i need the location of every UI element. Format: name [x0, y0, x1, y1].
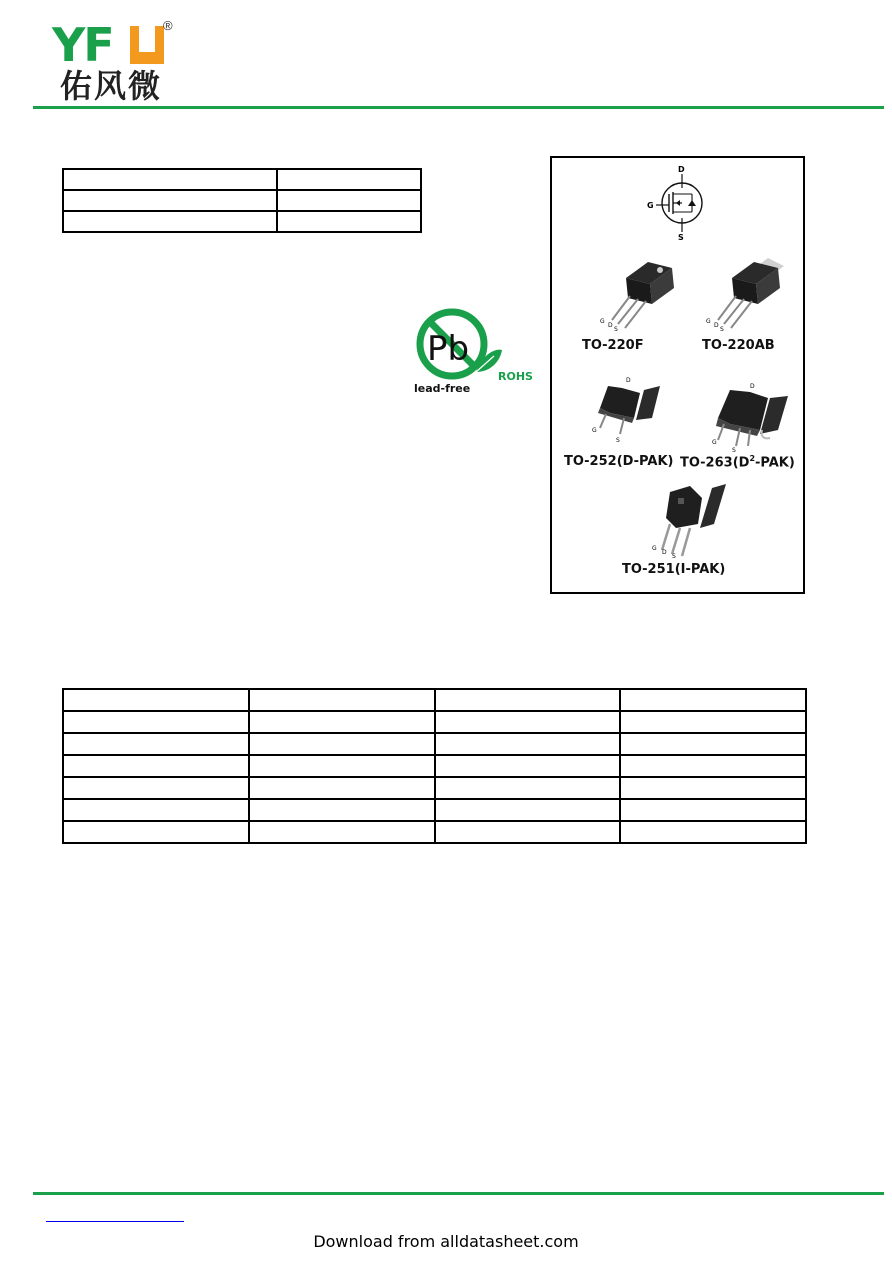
logo-u-mark: [130, 26, 164, 64]
lead-free-label: lead-free: [414, 382, 471, 395]
registered-mark: ®: [163, 18, 173, 33]
ratings-table: [62, 688, 807, 844]
to-220f-package-icon: [600, 262, 674, 333]
svg-text:G: G: [600, 318, 605, 325]
package-label-to-252: TO-252(D-PAK): [564, 454, 674, 469]
to-251-package-icon: [652, 484, 726, 560]
table-row: [63, 169, 421, 190]
svg-text:D: D: [662, 549, 667, 556]
rohs-label: ROHS: [498, 370, 533, 383]
package-label-to-220ab: TO-220AB: [702, 338, 775, 353]
pb-symbol: Pb: [427, 329, 470, 369]
key-parameters-table: [62, 168, 422, 233]
table-row: [63, 733, 806, 755]
svg-text:S: S: [678, 233, 684, 242]
svg-text:D: D: [678, 165, 685, 174]
svg-text:G: G: [712, 439, 717, 446]
package-label-to-220f: TO-220F: [582, 338, 644, 353]
mosfet-symbol-icon: [647, 165, 702, 242]
svg-text:S: S: [732, 447, 736, 454]
table-row: [63, 755, 806, 777]
svg-text:D: D: [750, 383, 755, 390]
table-row: [63, 821, 806, 843]
logo-chinese-text: 佑风微: [60, 67, 163, 105]
table-row: [63, 711, 806, 733]
table-row: [63, 211, 421, 232]
table-row: [63, 799, 806, 821]
svg-text:S: S: [616, 437, 620, 444]
svg-text:G: G: [647, 201, 654, 210]
to-263-package-icon: [712, 383, 788, 454]
to-220ab-package-icon: [706, 258, 784, 333]
download-source-text: Download from alldatasheet.com: [313, 1232, 579, 1251]
table-row: [63, 777, 806, 799]
svg-text:S: S: [614, 326, 618, 333]
package-label-to-251: TO-251(I-PAK): [622, 562, 726, 577]
package-outline-panel: [550, 156, 805, 594]
svg-text:D: D: [714, 322, 719, 329]
svg-text:D: D: [608, 322, 613, 329]
to-252-package-icon: [592, 377, 660, 444]
header-rule: [33, 106, 884, 109]
svg-text:D: D: [626, 377, 631, 384]
footer-rule: [33, 1192, 884, 1195]
company-logo: [50, 18, 190, 108]
table-row: [63, 190, 421, 211]
svg-text:G: G: [652, 545, 657, 552]
svg-text:S: S: [720, 326, 724, 333]
svg-text:G: G: [592, 427, 597, 434]
table-row: [63, 689, 806, 711]
logo-latin-text: YF: [52, 18, 113, 72]
footer-link-underline[interactable]: [46, 1221, 184, 1222]
package-label-to-263: $TO-263(D^2-PAK)$: [680, 454, 795, 471]
svg-text:S: S: [672, 553, 676, 560]
rohs-lead-free-badge: [410, 306, 540, 398]
svg-text:G: G: [706, 318, 711, 325]
